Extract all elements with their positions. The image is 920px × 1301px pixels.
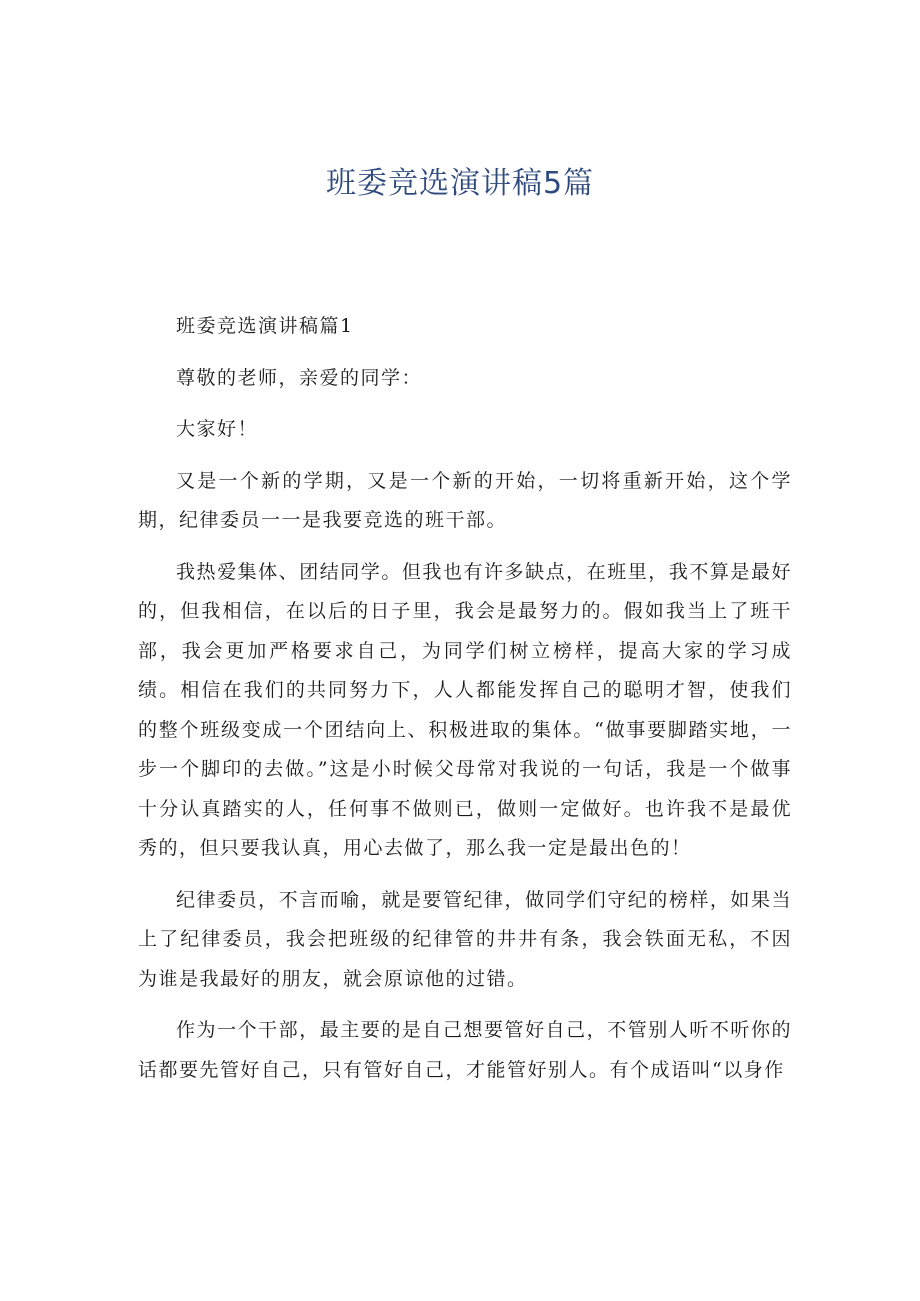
paragraph-salutation: 尊敬的老师，亲爱的同学： [176, 366, 423, 389]
document-title: 班委竞选演讲稿5篇 [325, 166, 595, 201]
document-body [138, 307, 792, 1102]
paragraph-heading: 班委竞选演讲稿篇1 [176, 315, 354, 337]
paragraph-greeting: 大家好！ [176, 418, 259, 440]
paragraph-body: 纪律委员，不言而喻，就是要管纪律，做同学们守纪的榜样，如果当上了纪律委员，我会把班级的纪律管的井井有条，我会铁面无私，不因为谁是我最好的朋友，就会原谅他的过错。 [138, 888, 792, 990]
paragraph-body: 我热爱集体、团结同学。但我也有许多缺点，在班里，我不算是最好的，但我相信，在以后的日子里，我会是最努力的。假如我当上了班干部，我会更加严格要求自己，为同学们树立榜样，提高大家的学习成绩。相信在我们的共同努力下，人人都能发挥自己的聪明才智，使我们的整个班级变成一个团结向上、积极进取的集体。“做事要脚踏实地，一步一个脚印的去做。”这是小时候父母常对我说的一句话，我是一个做事十分认真踏实的人，任何事不做则已，做则一定做好。也许我不是最优秀的，但只要我认真，用心去做了，那么我一定是最出色的！ [138, 560, 792, 859]
paragraph-body: 又是一个新的学期，又是一个新的开始，一切将重新开始，这个学期，纪律委员一一是我要竞选的班干部。 [138, 469, 792, 531]
paragraph-body: 作为一个干部，最主要的是自己想要管好自己，不管别人听不听你的话都要先管好自己，只有管好自己，才能管好别人。有个成语叫“以身作 [138, 1019, 792, 1081]
